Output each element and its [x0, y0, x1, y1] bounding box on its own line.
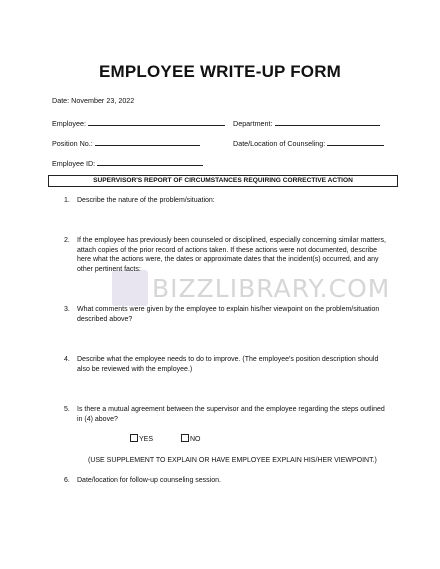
- section-header: SUPERVISOR'S REPORT OF CIRCUMSTANCES REQUIRING CORRECTIVE ACTION: [48, 175, 398, 187]
- date-line: Date: November 23, 2022: [52, 96, 135, 105]
- item-text: What comments were given by the employee to explain his/her viewpoint on the problem/situation described above?: [77, 306, 380, 323]
- item-number: 2.: [64, 237, 70, 244]
- checkbox-icon[interactable]: [181, 434, 189, 442]
- watermark-logo-icon: [112, 270, 148, 306]
- watermark: [112, 270, 391, 306]
- list-item: [64, 305, 392, 324]
- item-number: 1.: [64, 197, 70, 204]
- item-number: 4.: [64, 356, 70, 363]
- item-number: 3.: [64, 306, 70, 313]
- item-text: Is there a mutual agreement between the supervisor and the employee regarding the steps outlined in (4) above?: [77, 406, 385, 423]
- yes-checkbox[interactable]: [130, 434, 153, 443]
- date-location-field: [233, 137, 384, 148]
- department-field: [233, 117, 380, 128]
- employee-id-label: Employee ID:: [52, 159, 96, 168]
- list-item: [64, 196, 392, 206]
- item-text: Describe what the employee needs to do to improve. (The employee's position description should also be reviewed with the employee.): [77, 356, 379, 373]
- list-item: [64, 236, 392, 274]
- department-label: Department:: [233, 119, 273, 128]
- item-text: If the employee has previously been counseled or disciplined, especially concerning similar matters, attach copies of the prior record of actions taken. If these actions were not documented, describe here what the actions were, the dates or approximate dates that the incident(s) occurred, and any other pertinent facts:: [77, 237, 386, 273]
- employee-id-blank[interactable]: [97, 157, 203, 166]
- employee-id-field: [52, 157, 203, 168]
- yes-label: YES: [139, 436, 154, 443]
- position-field: [52, 137, 200, 148]
- position-blank[interactable]: [95, 137, 200, 146]
- no-label: NO: [190, 436, 201, 443]
- position-label: Position No.:: [52, 139, 93, 148]
- date-location-label: Date/Location of Counseling:: [233, 139, 326, 148]
- date-location-blank[interactable]: [327, 137, 384, 146]
- item-text: Describe the nature of the problem/situation:: [77, 197, 215, 204]
- watermark-text: BIZZLIBRARY.COM: [152, 274, 391, 303]
- list-item: [64, 405, 392, 424]
- no-checkbox[interactable]: [181, 434, 201, 443]
- employee-field: [52, 117, 225, 128]
- item-number: 6.: [64, 477, 70, 484]
- list-item: [64, 476, 392, 486]
- employee-blank[interactable]: [88, 117, 225, 126]
- item-text: Date/location for follow-up counseling session.: [77, 477, 221, 484]
- employee-label: Employee:: [52, 119, 86, 128]
- supplement-note: (USE SUPPLEMENT TO EXPLAIN OR HAVE EMPLOYEE EXPLAIN HIS/HER VIEWPOINT.): [88, 457, 377, 464]
- item-number: 5.: [64, 406, 70, 413]
- list-item: [64, 355, 392, 374]
- form-title: EMPLOYEE WRITE-UP FORM: [98, 62, 342, 81]
- checkbox-icon[interactable]: [130, 434, 138, 442]
- department-blank[interactable]: [275, 117, 380, 126]
